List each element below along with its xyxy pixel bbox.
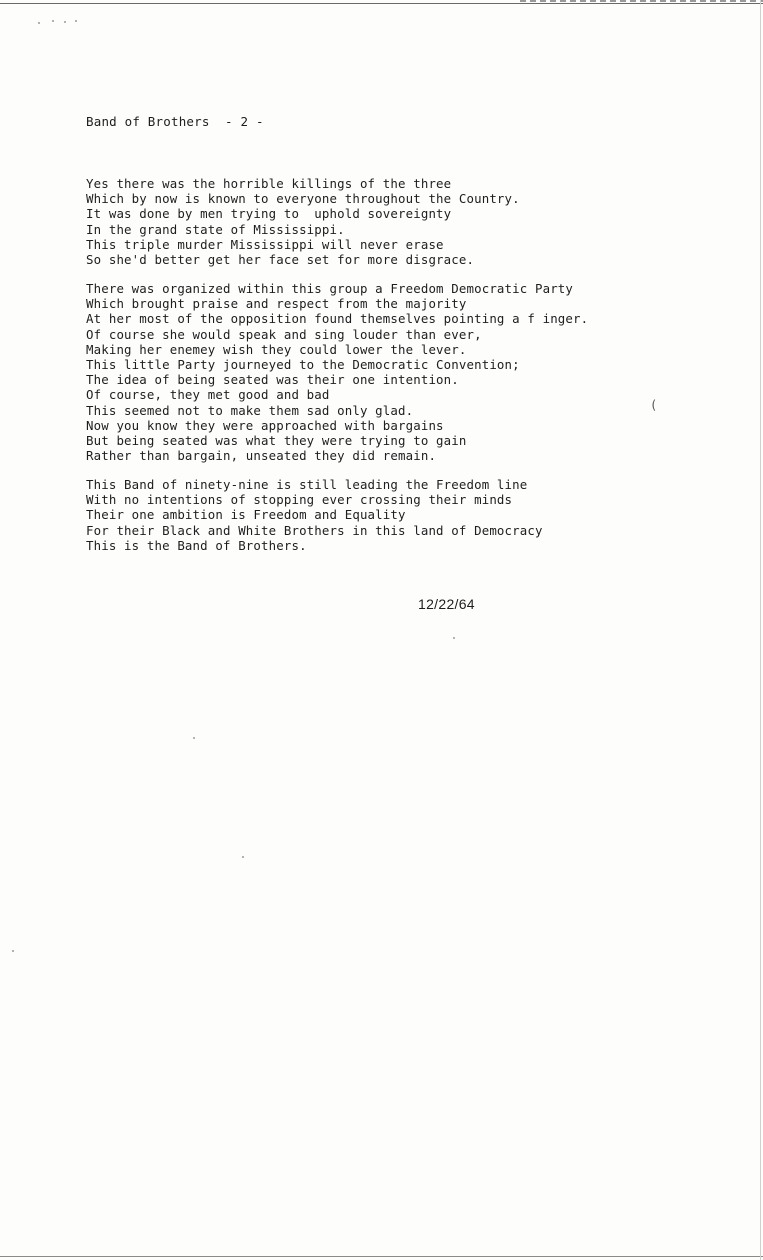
poem-line: This little Party journeyed to the Democratic Convention; <box>86 356 520 372</box>
poem-line: There was organized within this group a Freedom Democratic Party <box>86 281 574 296</box>
poem-line: In the grand state of Mississippi. <box>86 221 345 237</box>
poem-line: This triple murder Mississippi will never erase <box>86 236 444 252</box>
poem-line: Yes there was the horrible killings of the three <box>86 176 452 191</box>
page-header: Band of Brothers - 2 - <box>86 114 264 129</box>
poem-line: This is the Band of Brothers. <box>86 537 307 553</box>
paper-speck <box>453 637 455 639</box>
poem-line: Which by now is known to everyone throughout the Country. <box>86 191 520 207</box>
poem-line: Rather than bargain, unseated they did remain. <box>86 448 437 464</box>
poem-line: The idea of being seated was their one intention. <box>86 372 459 388</box>
paper-speck <box>38 22 40 24</box>
poem-line: Of course, they met good and bad <box>86 387 330 403</box>
poem-line: So she'd better get her face set for more disgrace. <box>86 251 475 267</box>
paper-speck <box>12 950 14 952</box>
page-top-edge <box>0 3 763 4</box>
poem-line: This Band of ninety-nine is still leading the Freedom line <box>86 477 528 492</box>
poem-stanza-1 <box>86 176 520 267</box>
poem-line: Their one ambition is Freedom and Equality <box>86 507 406 523</box>
margin-mark: ( <box>650 398 658 412</box>
poem-stanza-3 <box>86 477 543 553</box>
poem-line: At her most of the opposition found themselves pointing a f inger. <box>86 311 589 327</box>
poem-line: Of course she would speak and sing louder than ever, <box>86 326 482 342</box>
page-right-edge <box>760 0 761 1260</box>
poem-line: Now you know they were approached with bargains <box>86 417 444 433</box>
paper-speck <box>64 21 66 23</box>
poem-line: This seemed not to make them sad only glad. <box>86 402 414 418</box>
poem-line: Making her enemey wish they could lower the lever. <box>86 341 467 357</box>
page-top-edge-marks <box>520 0 763 2</box>
document-date: 12/22/64 <box>418 596 475 612</box>
poem-line: But being seated was what they were trying to gain <box>86 432 467 448</box>
page-bottom-edge <box>0 1256 763 1257</box>
paper-speck <box>242 856 244 858</box>
poem-line: Which brought praise and respect from the majority <box>86 296 467 312</box>
paper-speck <box>75 20 77 22</box>
poem-line: For their Black and White Brothers in this land of Democracy <box>86 522 543 538</box>
paper-speck <box>52 20 54 22</box>
paper-speck <box>193 737 195 739</box>
poem-line: It was done by men trying to uphold sovereignty <box>86 206 452 222</box>
poem-stanza-2 <box>86 281 588 463</box>
poem-line: With no intentions of stopping ever crossing their minds <box>86 492 513 508</box>
